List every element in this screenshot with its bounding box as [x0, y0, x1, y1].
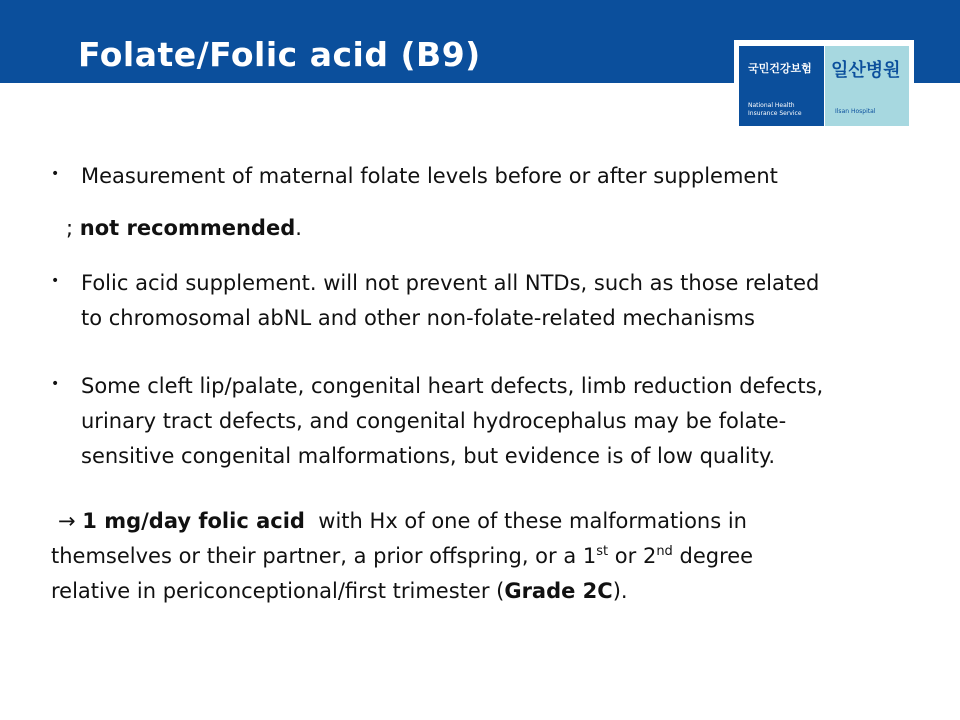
rec-mid-text: or 2 [608, 544, 657, 568]
bullet-1-line-2 [66, 211, 302, 245]
hospital-logo [734, 40, 914, 128]
logo-right-english: Ilsan Hospital [835, 108, 876, 115]
bullet-2-line-1: Folic acid supplement. will not prevent all NTDs, such as those related [81, 271, 820, 295]
bullet-marker-1: • [51, 166, 60, 182]
logo-right-panel [825, 46, 909, 126]
bullet-3-line-2: urinary tract defects, and congenital hydrocephalus may be folate- [81, 409, 787, 433]
logo-right-korean: 일산병원 [831, 60, 901, 81]
rec-line-1-rest: with Hx of one of these malformations in [318, 509, 747, 533]
bullet-1-line-1: Measurement of maternal folate levels before or after supplement [81, 164, 778, 188]
not-recommended-text: not recommended [79, 216, 296, 240]
grade-text: Grade 2C [504, 579, 613, 603]
dose-text: 1 mg/day folic acid [82, 509, 305, 533]
recommendation-line-3 [51, 574, 628, 608]
bullet-3-line-3: sensitive congenital malformations, but evidence is of low quality. [81, 444, 776, 468]
recommendation-line-1 [58, 504, 747, 538]
rec-line-2-text: themselves or their partner, a prior offspring, or a 1 [51, 544, 597, 568]
bullet-3-line-1: Some cleft lip/palate, congenital heart defects, limb reduction defects, [81, 374, 824, 398]
logo-left-panel [739, 46, 824, 126]
bullet-marker-2: • [51, 273, 60, 289]
b1-suffix: . [295, 216, 302, 240]
bullet-marker-3: • [51, 376, 60, 392]
slide-title: Folate/Folic acid (B9) [78, 35, 481, 74]
sup-st: st [596, 544, 609, 559]
rec-line-2-end: degree [672, 544, 754, 568]
b1-prefix: ; [66, 216, 80, 240]
sup-nd: nd [656, 544, 673, 559]
bullet-2-line-2: to chromosomal abNL and other non-folate-related mechanisms [81, 306, 755, 330]
recommendation-line-2 [51, 539, 753, 573]
rec-line-3-prefix: relative in periconceptional/first trimester ( [51, 579, 505, 603]
logo-left-korean: 국민건강보험 [748, 62, 812, 75]
rec-line-3-suffix: ). [612, 579, 628, 603]
arrow-icon: → [58, 509, 76, 533]
logo-left-english: National Health Insurance Service [748, 102, 802, 117]
